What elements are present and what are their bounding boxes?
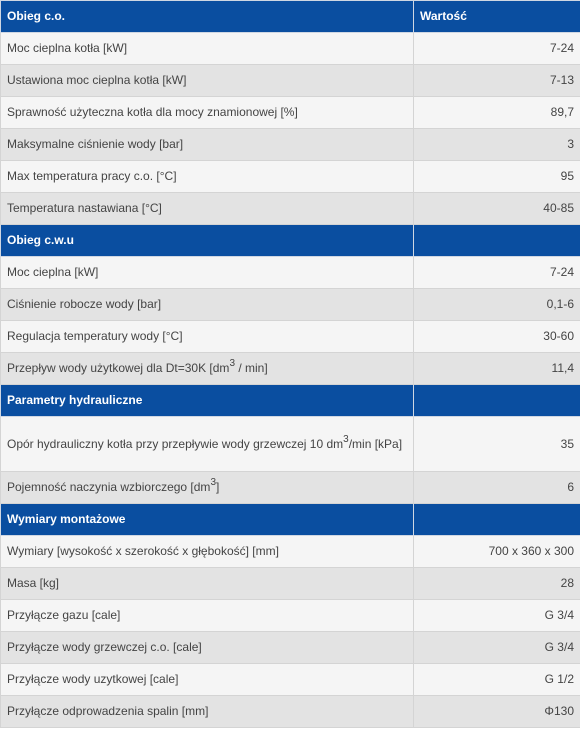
superscript: 3	[210, 477, 216, 488]
table-row	[1, 97, 580, 129]
section-title: Parametry hydrauliczne	[1, 385, 414, 417]
row-label: Temperatura nastawiana [°C]	[1, 193, 414, 225]
section-header-obieg-co	[1, 1, 580, 33]
table-row	[1, 65, 580, 97]
table-row	[1, 472, 580, 504]
section-header-value	[414, 385, 580, 417]
row-value: Φ130	[414, 696, 580, 728]
row-value: 28	[414, 568, 580, 600]
row-value: G 3/4	[414, 632, 580, 664]
row-label: Moc cieplna kotła [kW]	[1, 33, 414, 65]
row-label	[1, 353, 414, 385]
section-header-parametry-hydrauliczne	[1, 385, 580, 417]
section-title: Obieg c.o.	[1, 1, 414, 33]
row-value: 89,7	[414, 97, 580, 129]
section-header-wymiary-montazowe	[1, 504, 580, 536]
row-label: Moc cieplna [kW]	[1, 257, 414, 289]
row-value: G 3/4	[414, 600, 580, 632]
row-value: 3	[414, 129, 580, 161]
row-value: 95	[414, 161, 580, 193]
label-text: Opór hydrauliczny kotła przy przepływie wody grzewczej 10 dm	[7, 436, 344, 451]
table-row	[1, 600, 580, 632]
row-label: Maksymalne ciśnienie wody [bar]	[1, 129, 414, 161]
row-label: Ustawiona moc cieplna kotła [kW]	[1, 65, 414, 97]
table-row	[1, 696, 580, 728]
row-label: Sprawność użyteczna kotła dla mocy znamionowej [%]	[1, 97, 414, 129]
row-label: Ciśnienie robocze wody [bar]	[1, 289, 414, 321]
table-row	[1, 161, 580, 193]
table-row	[1, 632, 580, 664]
row-label: Max temperatura pracy c.o. [°C]	[1, 161, 414, 193]
table-row	[1, 664, 580, 696]
table-row	[1, 568, 580, 600]
superscript: 3	[343, 433, 349, 445]
section-title: Obieg c.w.u	[1, 225, 414, 257]
table-row	[1, 353, 580, 385]
row-label: Przyłącze wody grzewczej c.o. [cale]	[1, 632, 414, 664]
row-value: 6	[414, 472, 580, 504]
label-text: Pojemność naczynia wzbiorczego [dm	[7, 480, 211, 494]
label-text: /min [kPa]	[348, 436, 403, 451]
row-label: Regulacja temperatury wody [°C]	[1, 321, 414, 353]
row-value: 7-24	[414, 257, 580, 289]
table-row	[1, 536, 580, 568]
row-label: Przyłącze wody uzytkowej [cale]	[1, 664, 414, 696]
row-label: Masa [kg]	[1, 568, 414, 600]
table-row	[1, 321, 580, 353]
section-header-value	[414, 225, 580, 257]
row-label	[1, 472, 414, 504]
row-label	[1, 417, 414, 472]
table-row	[1, 289, 580, 321]
section-header-value	[414, 504, 580, 536]
label-text: / min]	[235, 361, 268, 375]
column-header-value: Wartość	[414, 1, 580, 33]
label-text: Przepływ wody użytkowej dla Dt=30K [dm	[7, 361, 230, 375]
row-value: 0,1-6	[414, 289, 580, 321]
section-header-obieg-cwu	[1, 225, 580, 257]
row-value: 35	[414, 417, 580, 472]
row-value: 30-60	[414, 321, 580, 353]
table-row	[1, 193, 580, 225]
superscript: 3	[229, 358, 235, 369]
row-value: 7-13	[414, 65, 580, 97]
table-row	[1, 129, 580, 161]
section-title: Wymiary montażowe	[1, 504, 414, 536]
table-row	[1, 417, 580, 472]
table-row	[1, 33, 580, 65]
row-label: Przyłącze odprowadzenia spalin [mm]	[1, 696, 414, 728]
row-value: 700 x 360 x 300	[414, 536, 580, 568]
row-label: Przyłącze gazu [cale]	[1, 600, 414, 632]
table-row	[1, 257, 580, 289]
row-value: 40-85	[414, 193, 580, 225]
row-label: Wymiary [wysokość x szerokość x głębokość] [mm]	[1, 536, 414, 568]
row-value: G 1/2	[414, 664, 580, 696]
row-value: 7-24	[414, 33, 580, 65]
row-value: 11,4	[414, 353, 580, 385]
label-text: ]	[216, 480, 220, 494]
